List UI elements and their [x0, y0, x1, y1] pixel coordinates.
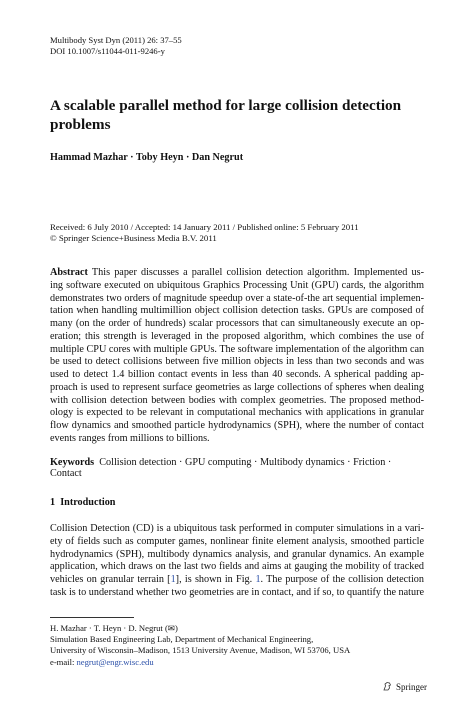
figure-link[interactable]: 1 [255, 574, 261, 585]
intro-text: ], is shown in Fig. [175, 574, 256, 585]
abstract-line: proach is used to represent surface geometries as large collections of spheres when dealing [50, 381, 424, 393]
title-line-1: A scalable parallel method for large collision detection [50, 97, 402, 114]
journal-citation: Multibody Syst Dyn (2011) 26: 37–55 [50, 35, 182, 45]
keywords-text: Collision detection · GPU computing · Multibody dynamics · Friction · Contact [50, 457, 392, 479]
footnote-divider [50, 617, 134, 618]
abstract-line: tation when handling multimillion object collision detection tasks. GPUs are composed of [50, 305, 424, 317]
intro-text: vehicles on granular terrain [ [50, 574, 171, 585]
section-number: 1 [50, 497, 56, 508]
abstract-line: ology is expected to be relevant in computational mechanics with applications in granular [50, 407, 424, 419]
publisher-logo [382, 681, 427, 692]
keywords [50, 457, 424, 479]
doi: DOI 10.1007/s11044-011-9246-y [50, 46, 165, 56]
intro-line: hydrodynamics (SPH), multibody dynamics analysis, and granular dynamics. An example [50, 548, 424, 560]
title-line-2: problems [50, 116, 111, 133]
paper-title [50, 96, 410, 134]
abstract-line: flow dynamics and smoothed particle hydrodynamics (SPH), where the number of contact [50, 420, 424, 431]
intro-line: task is to understand whether two geometries are in contact, and if so, to quantify the nature [50, 586, 424, 598]
abstract-line: ing software executed on ubiquitous Graphics Processing Unit (GPU) cards, the algorithm [50, 279, 424, 291]
affiliation-email-line [50, 657, 350, 668]
section-title: Introduction [60, 497, 116, 508]
intro-line [50, 574, 424, 587]
abstract-line: with collision detection between bodies with complex geometries. The proposed method- [50, 394, 424, 406]
received-accepted-dates: Received: 6 July 2010 / Accepted: 14 January 2011 / Published online: 5 February 2011 [50, 222, 359, 232]
email-label: e-mail: [50, 656, 77, 667]
intro-line: Collision Detection (CD) is a ubiquitous task performed in computer simulations in a vari- [50, 523, 424, 534]
abstract-line: many (on the order of hundreds) scalar processors that can simultaneously execute an op- [50, 318, 424, 329]
keywords-label: Keywords [50, 457, 95, 468]
affiliation-authors: H. Mazhar · T. Heyn · D. Negrut (✉) [50, 623, 178, 633]
abstract-line: used to detect 1.4 billion contact events in less than 40 seconds. A spherical padding ap- [50, 369, 424, 380]
section-heading [50, 497, 115, 508]
intro-text: . The purpose of the collision detection [260, 574, 424, 585]
email-link[interactable]: negrut@engr.wisc.edu [76, 656, 154, 667]
springer-horse-icon [382, 681, 393, 692]
introduction-body [50, 523, 424, 600]
abstract-line: multiple CPU cores with multiple GPUs. The software implementation of the algorithm can [50, 343, 425, 355]
publisher-name: Springer [396, 681, 427, 692]
author-affiliation [50, 623, 350, 668]
citation-link[interactable]: 1 [170, 574, 176, 585]
copyright: © Springer Science+Business Media B.V. 2011 [50, 233, 217, 244]
abstract-line: events ranges from millions to billions. [50, 432, 210, 444]
affiliation-lab: Simulation Based Engineering Lab, Department of Mechanical Engineering, [50, 634, 314, 645]
abstract-text: This paper discusses a parallel collision detection algorithm. Implemented us- [91, 267, 424, 278]
abstract-label: Abstract [50, 267, 88, 278]
abstract-line [50, 267, 424, 280]
journal-header [50, 35, 182, 57]
abstract-line: be used to detect collisions between five million objects in less than two seconds and was [50, 356, 424, 368]
intro-line: application, which draws on the last two fields and aims at gauging the mobility of tracked [50, 561, 424, 573]
publication-dates [50, 222, 359, 244]
affiliation-university: University of Wisconsin–Madison, 1513 University Avenue, Madison, WI 53706, USA [50, 645, 351, 656]
abstract-line: eration; this strength is leveraged in the proposed algorithm, which combines the use of [50, 330, 424, 342]
abstract [50, 267, 424, 446]
author-list: Hammad Mazhar · Toby Heyn · Dan Negrut [50, 152, 244, 163]
abstract-line: demonstrates two orders of magnitude speedup over a state-of-the art sequential implemen- [50, 292, 424, 304]
intro-line: ety of fields such as computer games, nonlinear finite element analysis, smoothed particle [50, 535, 424, 547]
